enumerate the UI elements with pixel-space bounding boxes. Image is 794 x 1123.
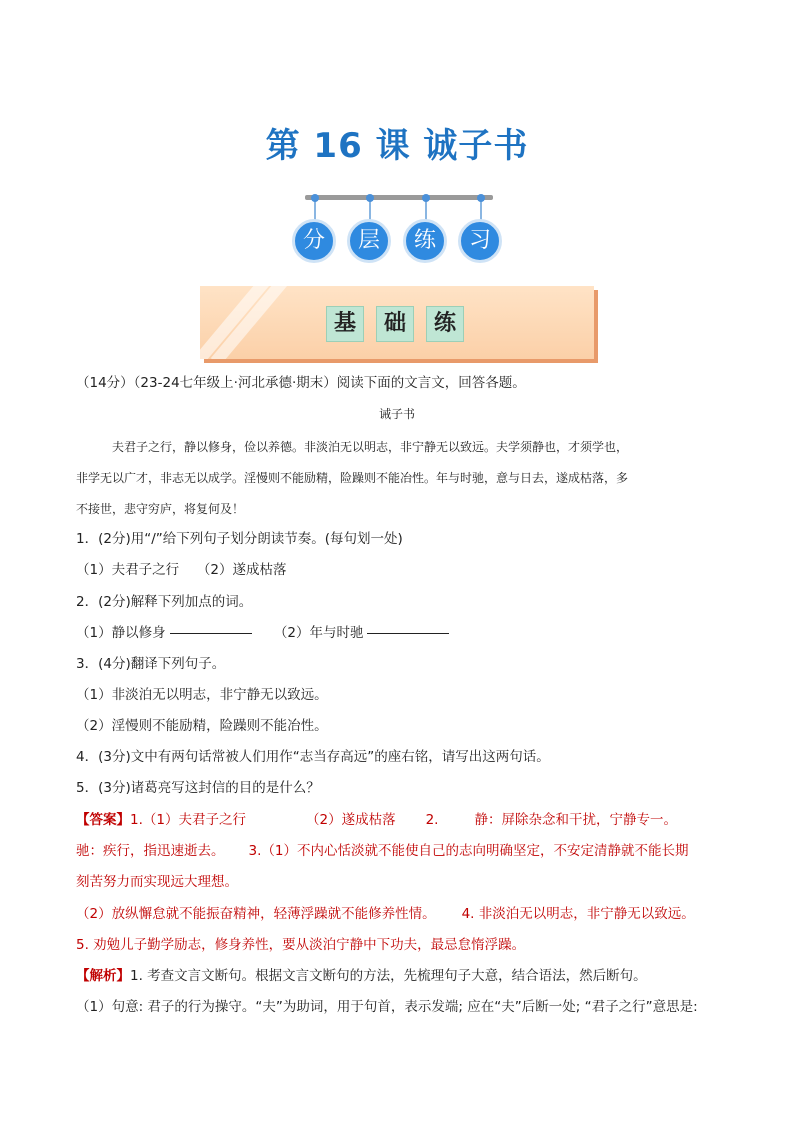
- question-intro: （14分）（23-24七年级上·河北承德·期末）阅读下面的文言文，回答各题。: [76, 375, 526, 391]
- question-line: （1）静以修身 （2）年与时驰: [76, 624, 453, 642]
- passage-line: 不接世，悲守穷庐，将复何及！: [76, 502, 245, 516]
- answer-line: 【答案】1.（1）夫君子之行 （2）遂成枯落 2. 静：屏除杂念和干扰，宁静专一。: [76, 812, 677, 828]
- answer-blank[interactable]: [170, 633, 252, 634]
- badge-char: 分: [292, 219, 336, 263]
- section-banner: [200, 286, 594, 359]
- answer-line: （2）放纵懈怠就不能振奋精神，轻薄浮躁就不能修养性情。 4. 非淡泊无以明志，非宁静无以致远。: [76, 906, 695, 922]
- hanging-bar: [305, 195, 493, 200]
- question-line: 4．(3分)文中有两句话常被人们用作“志当存高远”的座右铭，请写出这两句话。: [76, 749, 550, 765]
- answer-line: 驰：疾行，指迅速逝去。 3.（1）不内心恬淡就不能使自己的志向明确坚定，不安定清静就不能长期: [76, 843, 689, 859]
- badge-char: 习: [458, 219, 502, 263]
- question-line: （2）淫慢则不能励精，险躁则不能冶性。: [76, 718, 328, 734]
- answer-blank[interactable]: [367, 633, 449, 634]
- answer-label: 【答案】: [76, 812, 130, 828]
- question-line: 3．(4分)翻译下列句子。: [76, 656, 226, 672]
- page-title: 第 16 课 诚子书: [265, 126, 529, 166]
- analysis-line: 【解析】1. 考查文言文断句。根据文言文断句的方法，先梳理句子大意，结合语法，然后断句。: [76, 968, 647, 984]
- question-line: 2．(2分)解释下列加点的词。: [76, 594, 253, 610]
- badge-char: 练: [403, 219, 447, 263]
- question-line: （1）非淡泊无以明志，非宁静无以致远。: [76, 687, 328, 703]
- answer-line: 刻苦努力而实现远大理想。: [76, 874, 238, 890]
- banner-char: 础: [376, 306, 414, 342]
- question-line: 1．(2分)用“/”给下列句子划分朗读节奏。(每句划一处): [76, 531, 403, 547]
- question-line: （1）夫君子之行 （2）遂成枯落: [76, 562, 287, 578]
- banner-char: 练: [426, 306, 464, 342]
- question-line: 5．(3分)诸葛亮写这封信的目的是什么？: [76, 780, 320, 796]
- section-badge: [0, 190, 794, 270]
- banner-char: 基: [326, 306, 364, 342]
- analysis-label: 【解析】: [76, 968, 130, 984]
- passage-line: 非学无以广才，非志无以成学。淫慢则不能励精，险躁则不能冶性。年与时驰，意与日去，遂成枯落，多: [76, 471, 629, 485]
- passage-line: 夫君子之行，静以修身，俭以养德。非淡泊无以明志，非宁静无以致远。夫学须静也，才须学也，: [112, 440, 629, 454]
- analysis-line: （1）句意: 君子的行为操守。“夫”为助词，用于句首，表示发端; 应在“夫”后断一处; “君子之行”意思是:: [76, 999, 698, 1015]
- badge-char: 层: [347, 219, 391, 263]
- answer-line: 5. 劝勉儿子勤学励志，修身养性，要从淡泊宁静中下功夫，最忌怠惰浮躁。: [76, 937, 526, 953]
- passage-title: 诫子书: [378, 407, 415, 421]
